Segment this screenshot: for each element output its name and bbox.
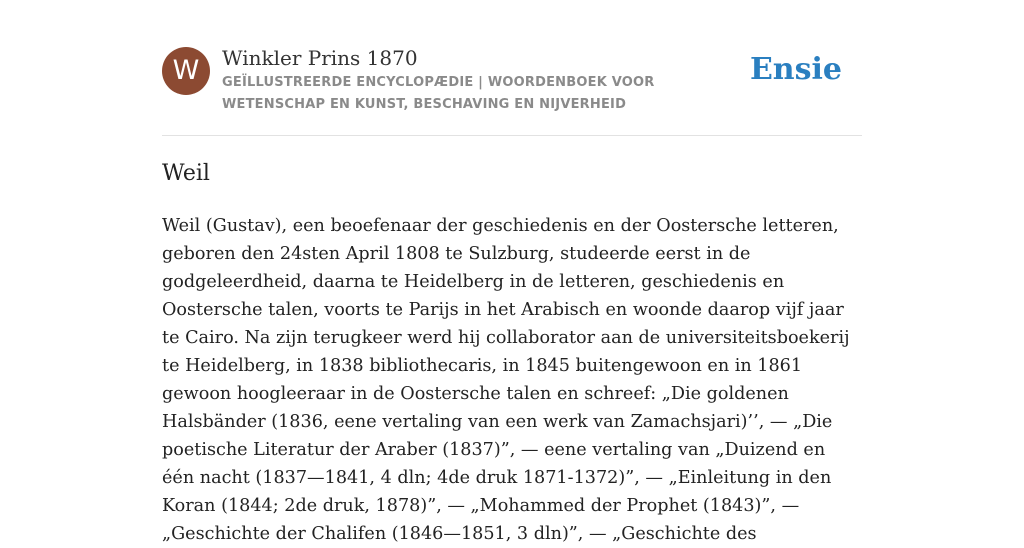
ensie-logo[interactable]: Ensie	[749, 52, 842, 87]
header-divider	[162, 135, 862, 136]
source-avatar[interactable]: W	[162, 47, 210, 95]
entry-body-text: Weil (Gustav), een beoefenaar der geschiedenis en der Oostersche letteren, geboren den 24sten April 1808 te Sulzburg, studeerde eerst in de godgeleerdheid, daarna te Heidelberg in de letteren, geschiedenis en Oostersche talen, voorts te Parijs in het Arabisch en woonde daarop vijf jaar te Cairo. Na zijn terugkeer werd hij collaborator aan de universiteitsboekerij te Heidelberg, in 1838 bibliothecaris, in 1845 buitengewoon en in 1861 gewoon hoogleeraar in de Oostersche talen en schreef: „Die goldenen Halsbänder (1836, eene vertaling van een werk van Zamachsjari)’’, — „Die poetische Literatur der Araber (1837)”, — eene vertaling van „Duizend en één nacht (1837—1841, 4 dln; 4de druk 1871-1372)”, — „Einleitung in den Koran (1844; 2de druk, 1878)”, — „Mohammed der Prophet (1843)”, — „Geschichte der Chalifen (1846—1851, 3 dln)”, — „Geschichte des	[162, 216, 850, 544]
entry-title: Weil	[162, 161, 210, 186]
source-title-link[interactable]: Winkler Prins 1870	[222, 46, 418, 70]
source-subtitle: GEÏLLUSTREERDE ENCYCLOPÆDIE | WOORDENBOEK VOOR WETENSCHAP EN KUNST, BESCHAVING EN NIJVERHEID	[222, 75, 655, 112]
source-header	[162, 45, 862, 115]
